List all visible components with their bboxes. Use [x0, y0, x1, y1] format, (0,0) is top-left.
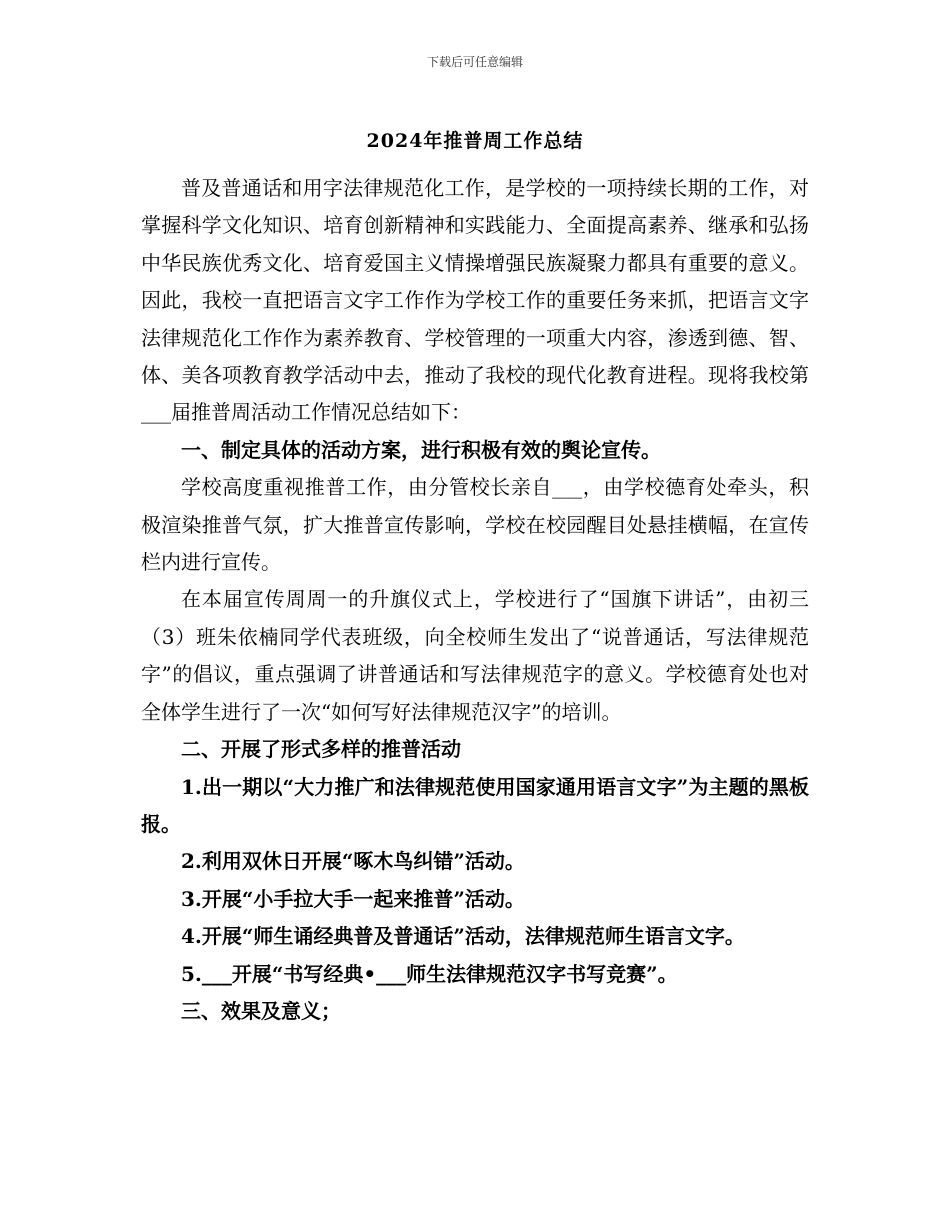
activity-list-item: 1.出一期以“大力推广和法律规范使用国家通用语言文字”为主题的黑板报。 [141, 774, 809, 836]
section-heading-2: 二、开展了形式多样的推普活动 [181, 737, 461, 762]
body-paragraph: 学校高度重视推普工作，由分管校长亲自___，由学校德育处牵头，积极渲染推普气氛，扩大推普宣传影响，学校在校园醒目处悬挂横幅，在宣传栏内进行宣传。 [141, 475, 809, 575]
activity-list-item: 2.利用双休日开展“啄木鸟纠错”活动。 [181, 849, 525, 874]
document-title: 2024年推普周工作总结 [366, 130, 584, 152]
intro-paragraph: 普及普通话和用字法律规范化工作，是学校的一项持续长期的工作，对掌握科学文化知识、培育创新精神和实践能力、全面提高素养、继承和弘扬中华民族优秀文化、培育爱国主义情操增强民族凝聚力都具有重要的意义。因此，我校一直把语言文字工作作为学校工作的重要任务来抓，把语言文字法律规范化工作作为素养教育、学校管理的一项重大内容，渗透到德、智、体、美各项教育教学活动中去，推动了我校的现代化教育进程。现将我校第___届推普周活动工作情况总结如下： [141, 176, 809, 425]
document-body [141, 170, 809, 1030]
body-paragraph: 在本届宣传周周一的升旗仪式上，学校进行了“国旗下讲话”，由初三（3）班朱依楠同学代表班级，向全校师生发出了“说普通话，写法律规范字”的倡议，重点强调了讲普通话和写法律规范字的意义。学校德育处也对全体学生进行了一次“如何写好法律规范汉字”的培训。 [141, 587, 809, 724]
section-heading-3: 三、效果及意义； [181, 998, 341, 1023]
activity-list-item: 5.___开展“书写经典•___师生法律规范汉字书写竞赛”。 [181, 961, 678, 986]
activity-list-item: 4.开展“师生诵经典普及普通话”活动，法律规范师生语言文字。 [181, 924, 745, 949]
section-heading-1: 一、制定具体的活动方案，进行积极有效的舆论宣传。 [181, 437, 661, 462]
header-note: 下载后可任意编辑 [426, 55, 523, 69]
activity-list-item: 3.开展“小手拉大手一起来推普”活动。 [181, 886, 525, 911]
